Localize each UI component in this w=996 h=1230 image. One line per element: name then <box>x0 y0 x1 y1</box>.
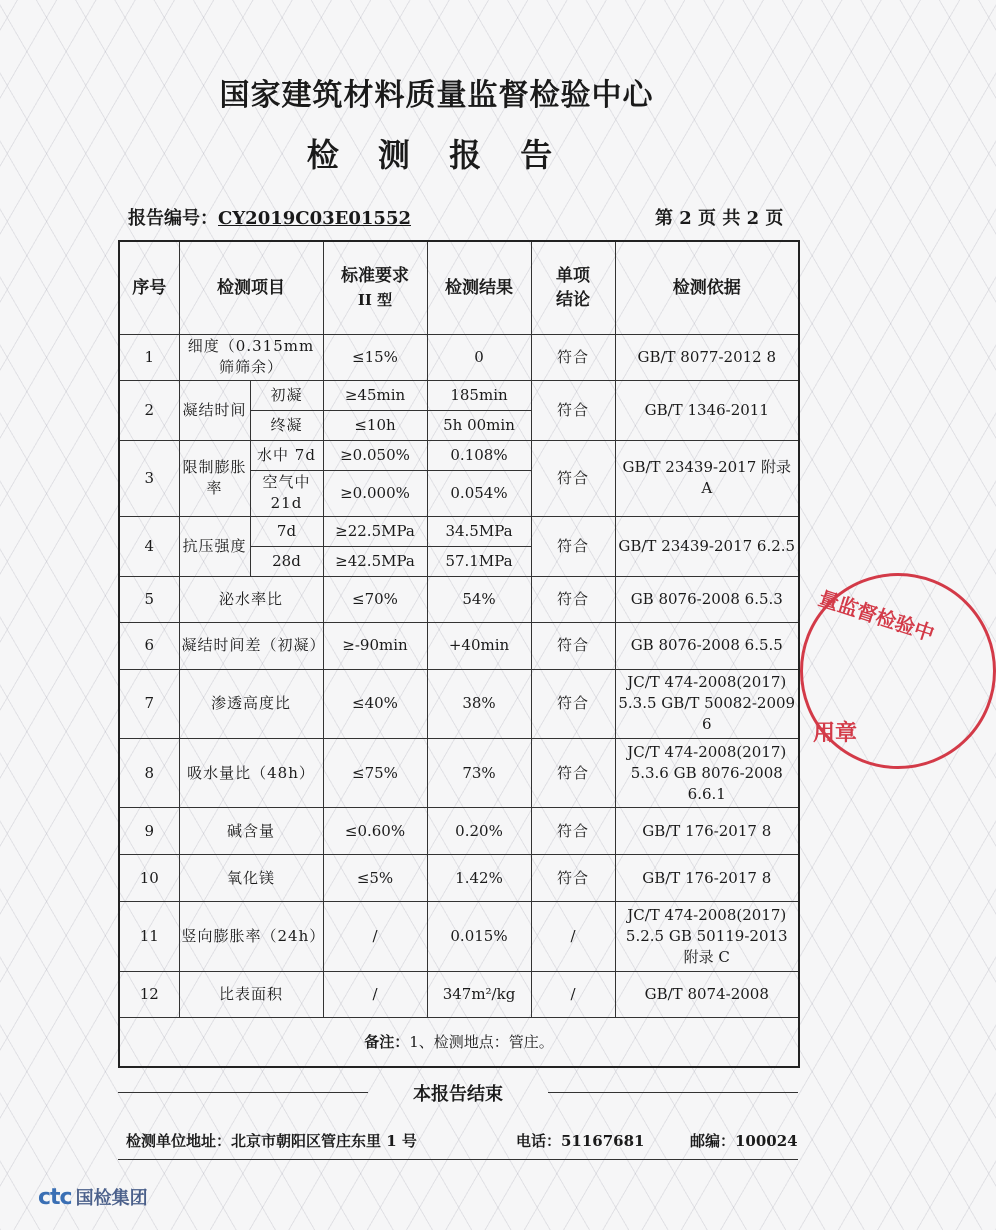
table-row: 6 凝结时间差（初凝） ≥-90min +40min 符合 GB 8076-2008 6.5.5 <box>119 622 799 669</box>
table-subrow: 终凝 ≤10h 5h 00min <box>119 410 799 440</box>
header-result: 检测结果 <box>427 241 531 334</box>
end-of-report <box>118 1080 798 1104</box>
table-row: 11 竖向膨胀率（24h） / 0.015% / JC/T 474-2008(2017) 5.2.5 GB 50119-2013 附录 C <box>119 902 799 972</box>
table-row: 9 碱含量 ≤0.60% 0.20% 符合 GB/T 176-2017 8 <box>119 808 799 855</box>
table-row: 2 凝结时间 初凝 ≥45min 185min 符合 GB/T 1346-2011 <box>119 380 799 410</box>
table-header-row <box>119 241 799 334</box>
table-subrow: 空气中 21d ≥0.000% 0.054% <box>119 470 799 516</box>
footer-address: 检测单位地址：北京市朝阳区管庄东里 1 号 <box>126 1132 417 1150</box>
remark-label: 备注： <box>364 1032 410 1051</box>
report-number-label: 报告编号： <box>128 208 218 229</box>
table-row: 8 吸水量比（48h） ≤75% 73% 符合 JC/T 474-2008(2017) 5.3.6 GB 8076-2008 6.6.1 <box>119 739 799 808</box>
ctc-logo-icon: ctc <box>38 1185 72 1210</box>
remark-text: 1、检测地点：管庄。 <box>409 1032 554 1051</box>
table-row: 12 比表面积 / 347m²/kg / GB/T 8074-2008 <box>119 972 799 1018</box>
table-row: 3 限制膨胀率 水中 7d ≥0.050% 0.108% 符合 GB/T 23439-2017 附录 A <box>119 440 799 470</box>
end-text: 本报告结束 <box>413 1084 503 1105</box>
footer-rule <box>118 1159 798 1160</box>
table-row: 1 细度（0.315mm 筛筛余） ≤15% 0 符合 GB/T 8077-2012 8 <box>119 334 799 380</box>
seal-top-text: 量监督检验中 <box>815 585 938 646</box>
company-logo <box>38 1184 148 1210</box>
official-seal <box>800 573 996 769</box>
report-number <box>128 204 411 230</box>
table-row: 5 泌水率比 ≤70% 54% 符合 GB 8076-2008 6.5.3 <box>119 576 799 622</box>
company-name: 国检集团 <box>75 1188 148 1209</box>
header-seq: 序号 <box>119 241 179 334</box>
header-item: 检测项目 <box>179 241 323 334</box>
header-standard: 标准要求 II 型 <box>323 241 427 334</box>
header-verdict: 单项 结论 <box>531 241 615 334</box>
seal-bottom-text: 用章 <box>813 721 858 746</box>
header-basis: 检测依据 <box>615 241 799 334</box>
table-row: 7 渗透高度比 ≤40% 38% 符合 JC/T 474-2008(2017) 5.3.5 GB/T 50082-2009 6 <box>119 669 799 738</box>
remark-row <box>119 1018 799 1067</box>
page-info: 第 2 页 共 2 页 <box>655 208 784 229</box>
report-number-value: CY2019C03E01552 <box>218 208 411 229</box>
organization-name: 国家建筑材料质量监督检验中心 <box>219 78 654 113</box>
table-row: 10 氧化镁 ≤5% 1.42% 符合 GB/T 176-2017 8 <box>119 855 799 902</box>
test-results-table <box>118 240 800 1068</box>
footer-phone: 电话：51167681 <box>516 1132 645 1150</box>
footer-postcode: 邮编：100024 <box>690 1132 798 1150</box>
table-row: 4 抗压强度 7d ≥22.5MPa 34.5MPa 符合 GB/T 23439-2017 6.2.5 <box>119 516 799 546</box>
table-subrow: 28d ≥42.5MPa 57.1MPa <box>119 546 799 576</box>
document-title: 检 测 报 告 <box>306 136 567 174</box>
